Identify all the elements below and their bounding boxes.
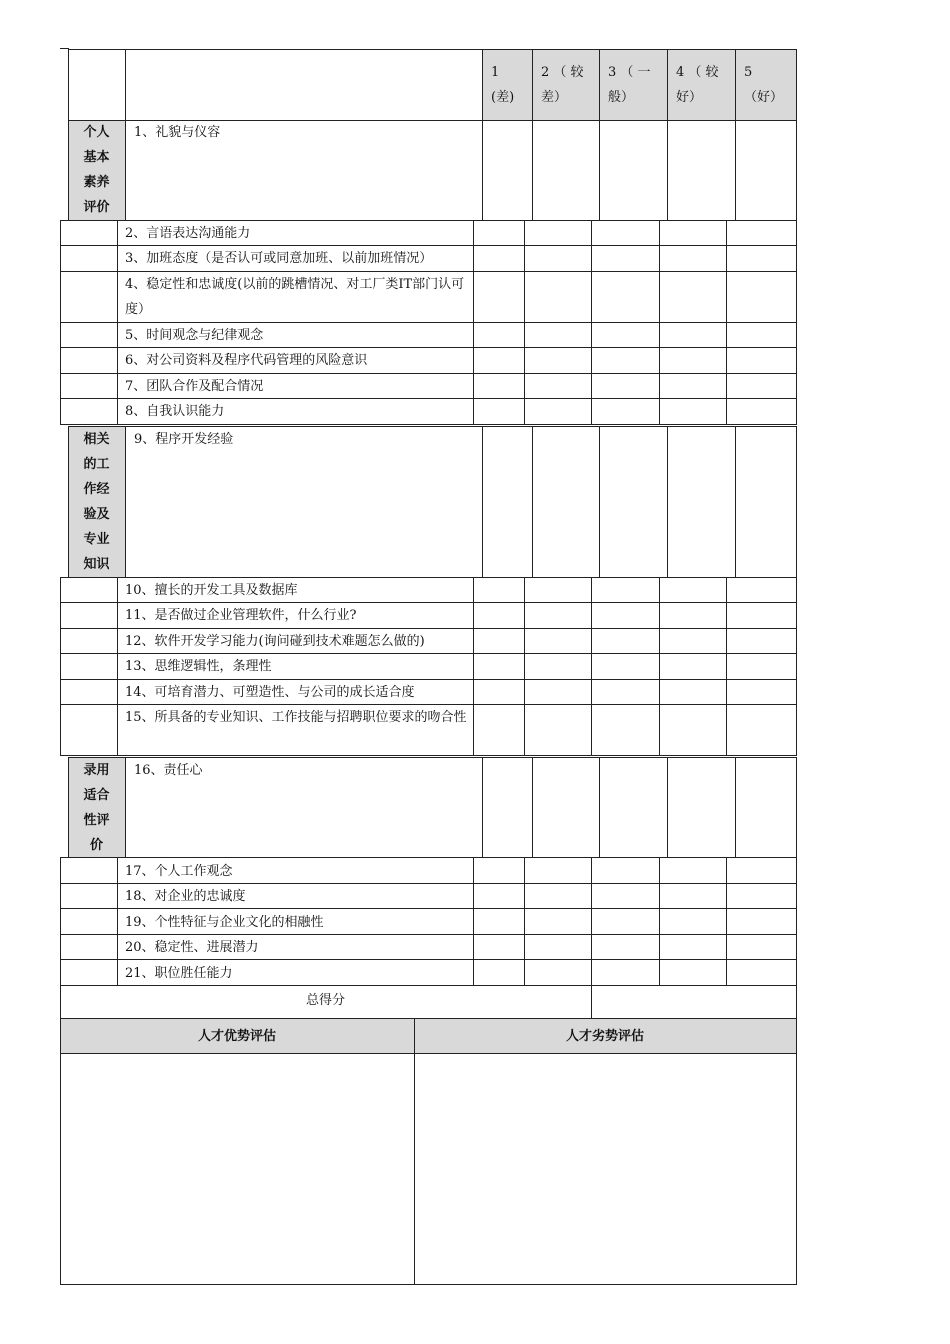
section-3-title-line-4: 价 xyxy=(89,838,103,853)
section-1-title-line-4: 评价 xyxy=(83,200,110,215)
score-3-num: 3 （ 一 xyxy=(608,65,651,80)
talent-disadvantage-header: 人才劣势评估 xyxy=(565,1029,644,1044)
score-2-num: 2 （ 较 xyxy=(541,65,584,80)
score-1-num: 1 xyxy=(491,65,500,80)
item-1: 1、礼貌与仪容 xyxy=(134,125,221,140)
section-1-title-line-2: 基本 xyxy=(83,150,110,165)
total-score-value-cell[interactable] xyxy=(591,986,796,1019)
item-12: 12、软件开发学习能力(询问碰到技术难题怎么做的) xyxy=(125,634,425,649)
item-2: 2、言语表达沟通能力 xyxy=(125,226,251,241)
score-5-label: （好） xyxy=(744,90,784,105)
section-2-title-line-6: 知识 xyxy=(83,557,110,572)
item-9: 9、程序开发经验 xyxy=(134,432,234,447)
section-1-title-line-1: 个人 xyxy=(83,125,110,140)
item-3: 3、加班态度（是否认可或同意加班、以前加班情况） xyxy=(125,251,433,266)
talent-disadvantage-area[interactable] xyxy=(414,1054,796,1285)
item-5: 5、时间观念与纪律观念 xyxy=(125,328,264,343)
section-2-title-line-4: 验及 xyxy=(83,507,110,522)
item-15: 15、所具备的专业知识、工作技能与招聘职位要求的吻合性 xyxy=(125,710,467,725)
item-11: 11、是否做过企业管理软件，什么行业? xyxy=(125,608,357,623)
score-4-label: 好） xyxy=(676,90,703,105)
item-21: 21、职位胜任能力 xyxy=(125,966,233,981)
score-2-label: 差） xyxy=(541,90,568,105)
item-7: 7、团队合作及配合情况 xyxy=(125,379,264,394)
section-2-title-line-5: 专业 xyxy=(83,532,110,547)
item-20: 20、稳定性、进展潜力 xyxy=(125,940,259,955)
item-4: 4、稳定性和忠诚度(以前的跳槽情况、对工厂类IT部门认可度） xyxy=(125,277,465,317)
item-19: 19、个性特征与企业文化的相融性 xyxy=(125,915,324,930)
section-3-title-line-1: 录用 xyxy=(83,763,110,778)
item-18: 18、对企业的忠诚度 xyxy=(125,889,246,904)
talent-advantage-area[interactable] xyxy=(60,1054,414,1285)
score-5-num: 5 xyxy=(744,65,753,80)
section-1-title-line-3: 素养 xyxy=(83,175,110,190)
item-6: 6、对公司资料及程序代码管理的风险意识 xyxy=(125,353,368,368)
score-3-label: 般） xyxy=(608,90,635,105)
score-1-label: (差) xyxy=(491,90,515,105)
item-16: 16、责任心 xyxy=(134,763,203,778)
section-3-title-line-3: 性评 xyxy=(83,813,110,828)
section-3-title-line-2: 适合 xyxy=(83,788,110,803)
item-14: 14、可培育潜力、可塑造性、与公司的成长适合度 xyxy=(125,685,415,700)
item-10: 10、擅长的开发工具及数据库 xyxy=(125,583,298,598)
item-17: 17、个人工作观念 xyxy=(125,864,233,879)
section-2-title-line-3: 作经 xyxy=(83,482,110,497)
section-2-title-line-1: 相关 xyxy=(83,432,110,447)
score-4-num: 4 （ 较 xyxy=(676,65,719,80)
total-score-label: 总得分 xyxy=(305,993,345,1008)
section-2-title-line-2: 的工 xyxy=(83,457,110,472)
item-8: 8、自我认识能力 xyxy=(125,404,225,419)
talent-advantage-header: 人才优势评估 xyxy=(197,1029,276,1044)
item-13: 13、思维逻辑性，条理性 xyxy=(125,659,272,674)
